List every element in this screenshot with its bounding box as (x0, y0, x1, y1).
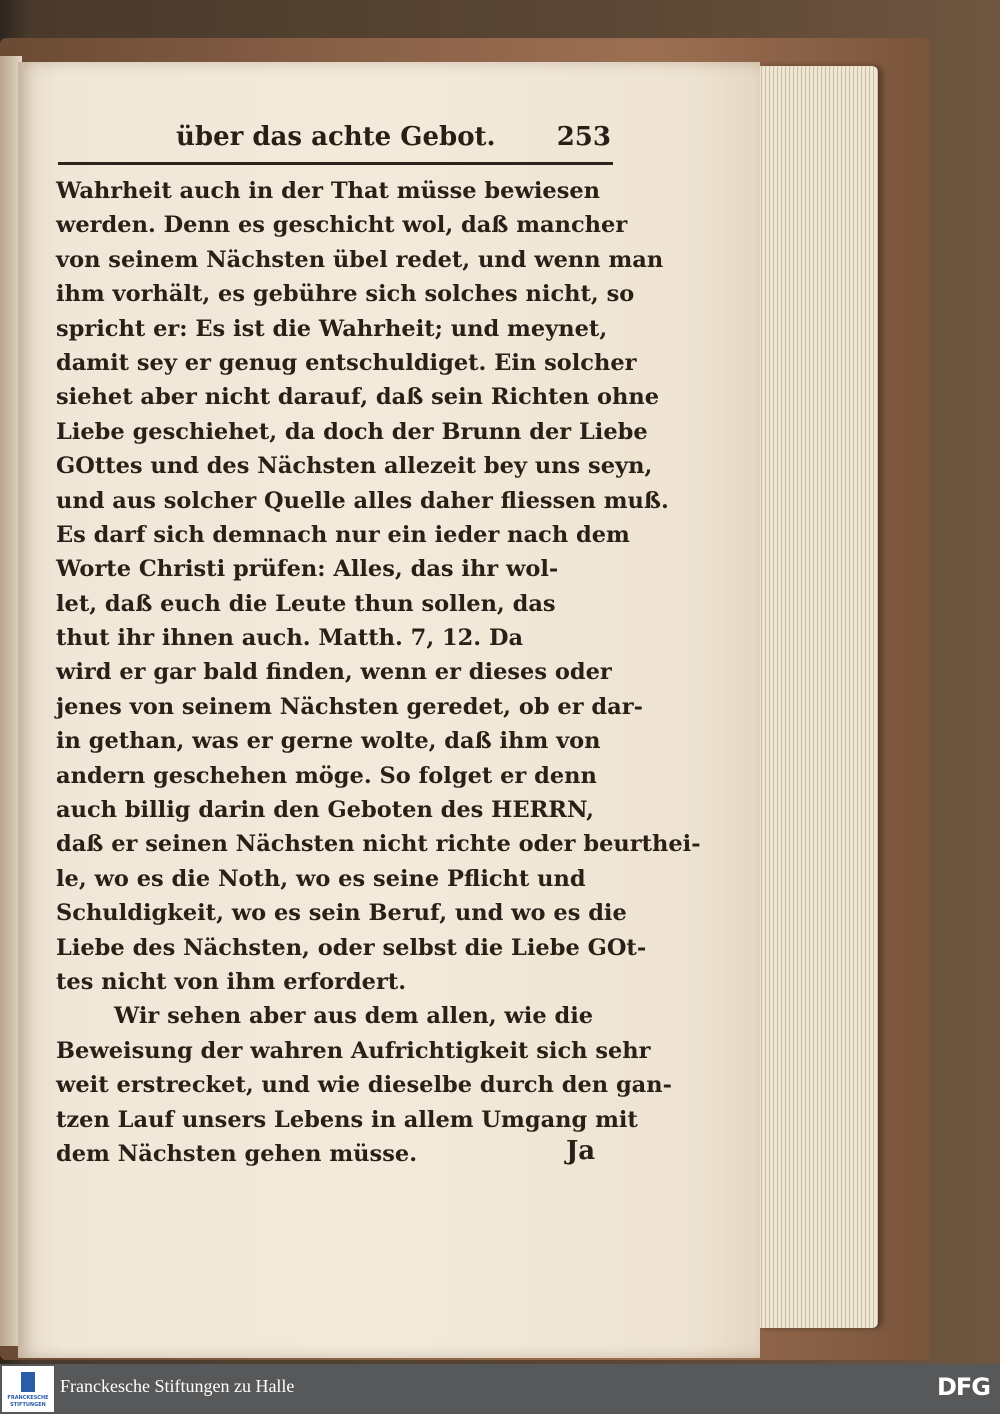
text-line: Wahrheit auch in der That müsse bewiesen (56, 178, 601, 204)
text-line: daß er seinen Nächsten nicht richte oder beurthei- (56, 831, 701, 858)
text-line: andern geschehen möge. So folget er denn (56, 762, 597, 789)
franckesche-logo[interactable] (2, 1366, 54, 1412)
dfg-logo[interactable]: DFG (936, 1373, 990, 1401)
text-line: Liebe des Nächsten, oder selbst die Liebe GOt- (56, 934, 647, 961)
page-number: 253 (556, 122, 611, 152)
text-line: weit erstrecket, und wie dieselbe durch den gan- (56, 1072, 672, 1099)
text-line: Beweisung der wahren Aufrichtigkeit sich sehr (56, 1037, 651, 1064)
header-rule (58, 162, 613, 165)
building-icon (21, 1372, 35, 1392)
logo-text-line2: STIFTUNGEN (10, 1402, 46, 1408)
text-line: Schuldigkeit, wo es sein Beruf, und wo es die (56, 900, 627, 927)
text-line: Wir sehen aber aus dem allen, wie die (114, 1003, 594, 1030)
footer-title: Franckesche Stiftungen zu Halle (60, 1376, 295, 1396)
logo-text-line1: FRANCKESCHE (7, 1395, 49, 1401)
text-line: von seinem Nächsten übel redet, und wenn man (56, 246, 664, 273)
text-line: auch billig darin den Geboten des HERRN, (56, 797, 594, 824)
footer-bar (0, 1364, 1000, 1414)
text-line: tzen Lauf unsers Lebens in allem Umgang mit (56, 1106, 638, 1133)
text-line: siehet aber nicht darauf, daß sein Richten ohne (56, 384, 660, 411)
page-fore-edge (758, 66, 878, 1328)
body-text (56, 174, 701, 1171)
page-header (58, 118, 613, 162)
text-line: wird er gar bald finden, wenn er dieses oder (56, 659, 612, 686)
text-line: GOttes und des Nächsten allezeit bey uns seyn, (56, 453, 653, 480)
text-line: tes nicht von ihm erfordert. (56, 968, 407, 995)
text-line: spricht er: Es ist die Wahrheit; und meynet, (56, 315, 608, 342)
text-line: in gethan, was er gerne wolte, daß ihm von (56, 728, 601, 755)
text-line: damit sey er genug entschuldiget. Ein solcher (56, 349, 637, 376)
text-line: werden. Denn es geschicht wol, daß mancher (56, 212, 628, 239)
text-line: thut ihr ihnen auch. Matth. 7, 12. Da (56, 625, 524, 652)
text-line: jenes von seinem Nächsten geredet, ob er dar- (56, 693, 643, 720)
text-line: let, daß euch die Leute thun sollen, das (56, 590, 556, 617)
catchword: Ja (566, 1136, 596, 1166)
text-line: ihm vorhält, es gebühre sich solches nicht, so (56, 281, 635, 308)
text-line: Worte Christi prüfen: Alles, das ihr wol- (56, 556, 559, 583)
running-head: über das achte Gebot. (176, 122, 496, 152)
text-line: Es darf sich demnach nur ein ieder nach dem (56, 521, 630, 548)
text-line: und aus solcher Quelle alles daher fliessen muß. (56, 487, 669, 514)
text-line: le, wo es die Noth, wo es seine Pflicht und (56, 865, 586, 892)
text-line: Liebe geschiehet, da doch der Brunn der Liebe (56, 418, 648, 445)
text-line: dem Nächsten gehen müsse. (56, 1140, 418, 1167)
